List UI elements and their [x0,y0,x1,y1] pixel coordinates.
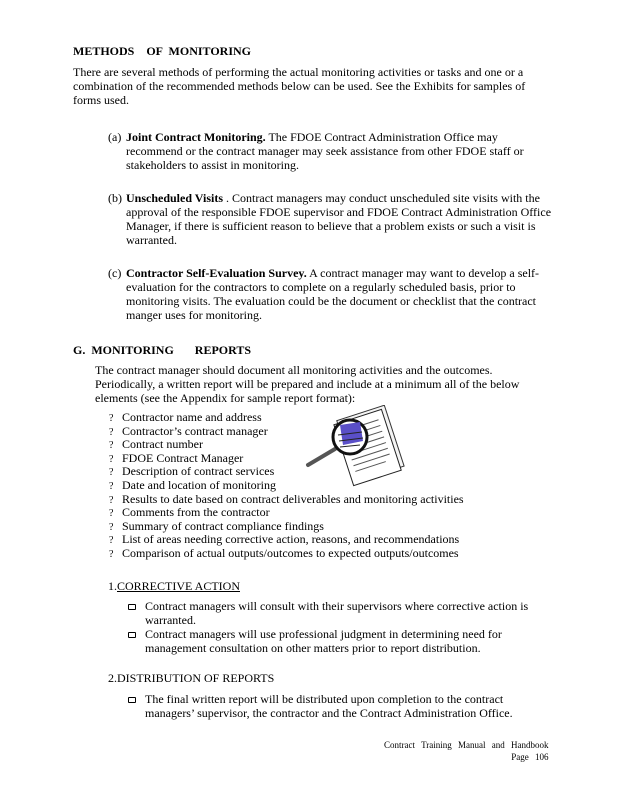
bullet-glyph: ? [109,494,114,506]
reports-heading: G. MONITORING REPORTS [73,343,252,357]
bullet-glyph: ? [109,508,114,520]
method-text: A contract manager may want to develop a self-evaluation for the contractors to complete on a regularly scheduled basis, prior to monitoring visits. The evaluation could be the document or checklist that the contract manger uses for monitoring. [126,266,540,322]
list-item: The final written report will be distributed upon completion to the contract managers’ supervisor, the contractor and the Contract Administration Office. [145,692,513,720]
bullet-glyph: ? [109,426,114,438]
bullet-glyph: ? [109,413,114,424]
list-item: Contract managers will consult with their supervisors where corrective action is warranted. [145,599,529,627]
bullet-glyph: ? [109,440,114,452]
methods-heading: METHODS OF MONITORING [73,44,252,58]
bullet-glyph: ? [109,453,114,465]
list-item: ? Contract number [109,437,203,452]
method-label: (a) [108,130,122,144]
list-item: ? List of areas needing corrective action, reasons, and recommendations [109,532,460,547]
list-item: ? Comparison of actual outputs/outcomes to expected outputs/outcomes [109,545,459,560]
method-title: Joint Contract Monitoring. [126,130,266,144]
checkbox-bullet-icon [128,632,136,638]
magnifying-glass-over-document-icon [300,405,420,487]
page-footer [384,739,548,763]
method-text: . Contract managers may conduct unscheduled site visits with the approval of the responsible FDOE supervisor and FDOE Contract Administration Office Manager, if there is sufficient reason to believe that a problem exists or such a visit is warranted. [126,191,552,247]
page-number: Page 106 [511,752,549,762]
list-item: ? Results to date based on contract deliverables and monitoring activities [109,491,464,506]
bullet-glyph: ? [109,521,114,533]
bullet-glyph: ? [109,480,114,492]
bullet-glyph: ? [109,548,114,560]
distribution-heading: 2.DISTRIBUTION OF REPORTS [108,671,275,685]
list-item: ? Description of contract services [109,464,275,479]
bullet-glyph: ? [109,467,114,479]
bullet-glyph: ? [109,535,114,547]
list-item: ? FDOE Contract Manager [109,450,244,465]
method-title: Unscheduled Visits [126,191,224,205]
checkbox-bullet-icon [128,604,136,610]
method-text: The FDOE Contract Administration Office may recommend or the contract manager may seek assistance from other FDOE staff or stakeholders to assist in monitoring. [126,130,524,172]
methods-intro: There are several methods of performing the actual monitoring activities or tasks and one or a combination of the recommended methods below can be used. See the Exhibits for samples of forms used. [73,65,526,107]
checkbox-bullet-icon [128,697,136,703]
list-item: ? Summary of contract compliance findings [109,518,324,533]
method-label: (c) [108,266,122,280]
footer-manual-title: Contract Training Manual and Handbook [384,740,549,750]
list-item: ? Contractor name and address [109,410,262,424]
corrective-action-heading: 1.CORRECTIVE ACTION [108,579,240,593]
method-label: (b) [108,191,122,205]
method-title: Contractor Self-Evaluation Survey. [126,266,307,280]
list-item: ? Contractor’s contract manager [109,423,268,438]
list-item: Contract managers will use professional judgment in determining need for management consultation on other matters prior to report distribution. [145,627,502,655]
list-item: ? Comments from the contractor [109,505,270,520]
reports-intro: The contract manager should document all monitoring activities and the outcomes. Periodically, a written report will be prepared and include at a minimum all of the below elements (see the Appendix for sample report format): [95,363,520,405]
list-item: ? Date and location of monitoring [109,477,276,492]
